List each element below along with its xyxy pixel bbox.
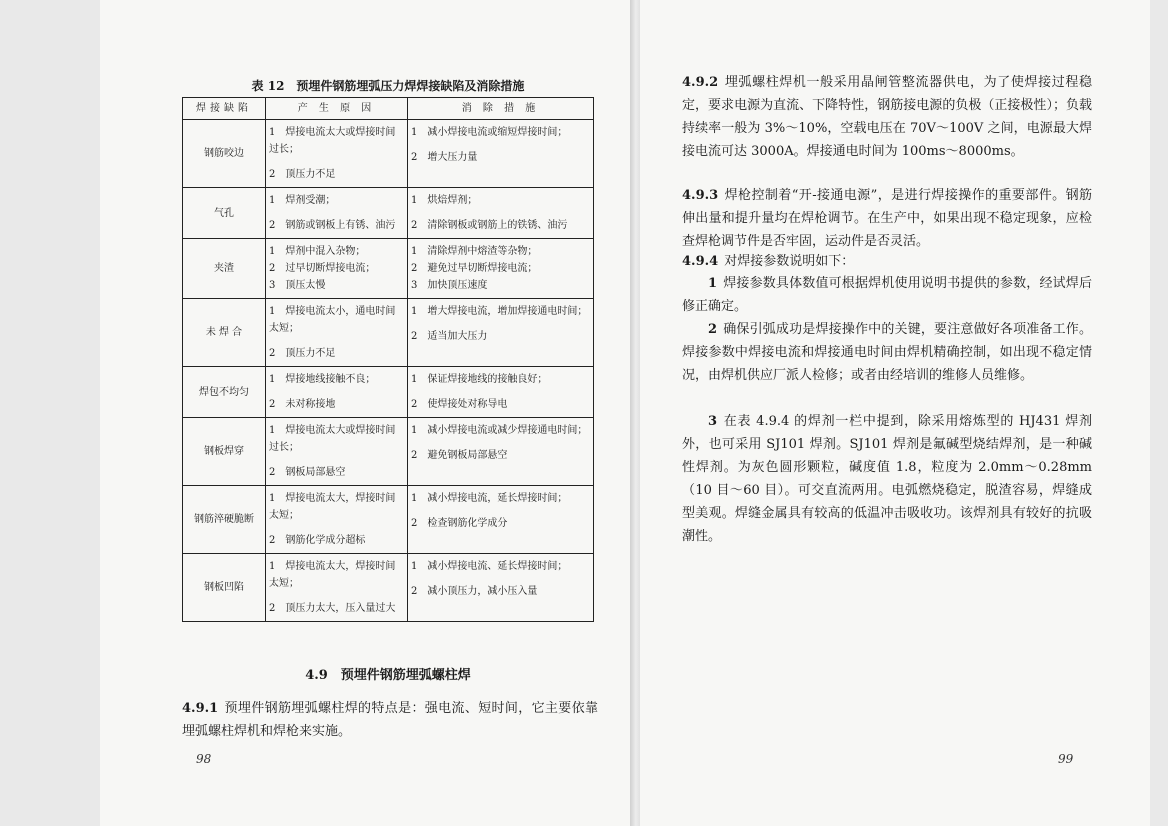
header-remedy: 消 除 措 施: [408, 98, 594, 120]
remedy-line: 2 增大压力量: [411, 152, 478, 163]
remedy-cell: [408, 418, 594, 486]
table-row: [183, 239, 594, 299]
cause-line: 1 焊剂中混入杂物；: [269, 246, 366, 257]
item-text: 在表 4.9.4 的焊剂一栏中提到，除采用熔炼型的 HJ431 焊剂外，也可采用 SJ101 焊剂。SJ101 焊剂是氟碱型烧结焊剂，是一种碱性焊剂。为灰色圆形颗粒，碱度值 1.8，粒度为 2.0mm～0.28mm（10 目～60 目）。可交直流两用。电弧燃烧稳定，脱渣容易，焊缝成型美观。焊缝金属具有较高的低温冲击吸收功。该焊剂具有较好的抗吸潮性。: [682, 414, 1092, 544]
defect-cell: 钢筋咬边: [183, 120, 266, 188]
line-gap: [269, 337, 404, 345]
paragraph-4-9-2: [682, 71, 1092, 163]
clause-number: 4.9.4: [682, 254, 719, 269]
cause-line: 1 焊接电流太小，通电时间太短；: [269, 306, 396, 334]
remedy-cell: [408, 120, 594, 188]
list-item-2: [682, 318, 1092, 387]
cause-line: 2 顶压力不足: [269, 348, 336, 359]
cause-cell: [266, 554, 408, 622]
list-item-3: [682, 410, 1092, 548]
remedy-line: 2 避免过早切断焊接电流；: [411, 263, 538, 274]
clause-number: 4.9.1: [182, 701, 219, 716]
cause-line: 1 焊接地线接触不良；: [269, 374, 376, 385]
table-row: [183, 418, 594, 486]
list-item-1: [682, 272, 1092, 318]
remedy-line: 1 减小焊接电流、延长焊接时间；: [411, 561, 568, 572]
table-row: [183, 486, 594, 554]
remedy-line: 1 减小焊接电流或减少焊接通电时间；: [411, 425, 588, 436]
cause-line: 2 过早切断焊接电流；: [269, 263, 376, 274]
cause-line: 2 顶压力太大，压入量过大: [269, 603, 396, 614]
line-gap: [411, 209, 590, 217]
table-row: [183, 120, 594, 188]
line-gap: [411, 439, 590, 447]
defects-table: [182, 97, 594, 622]
line-gap: [269, 524, 404, 532]
line-gap: [269, 209, 404, 217]
cause-cell: [266, 120, 408, 188]
item-text: 焊接参数具体数值可根据焊机使用说明书提供的参数，经试焊后修正确定。: [682, 276, 1092, 314]
cause-cell: [266, 486, 408, 554]
defect-cell: 钢筋淬硬脆断: [183, 486, 266, 554]
remedy-cell: [408, 188, 594, 239]
cause-line: 1 焊接电流太大或焊接时间过长；: [269, 127, 396, 155]
remedy-cell: [408, 554, 594, 622]
remedy-line: 2 清除钢板或钢筋上的铁锈、油污: [411, 220, 568, 231]
cause-line: 1 焊接电流太大，焊接时间太短；: [269, 561, 396, 589]
line-gap: [269, 158, 404, 166]
defect-cell: 气孔: [183, 188, 266, 239]
remedy-line: 3 加快顶压速度: [411, 280, 488, 291]
item-text: 确保引弧成功是焊接操作中的关键，要注意做好各项准备工作。焊接参数中焊接电流和焊接通电时间由焊机精确控制，如出现不稳定情况，由焊机供应厂派人检修；或者由经培训的维修人员维修。: [682, 322, 1092, 383]
item-number: 1: [708, 276, 718, 291]
cause-cell: [266, 299, 408, 367]
header-defect: 焊接缺陷: [183, 98, 266, 120]
remedy-line: 2 适当加大压力: [411, 331, 488, 342]
cause-line: 2 钢筋或钢板上有锈、油污: [269, 220, 396, 231]
table-body: [183, 120, 594, 622]
line-gap: [269, 388, 404, 396]
paragraph-4-9-3: [682, 184, 1092, 253]
defect-cell: 钢板焊穿: [183, 418, 266, 486]
cause-line: 2 顶压力不足: [269, 169, 336, 180]
line-gap: [411, 388, 590, 396]
cause-line: 1 焊接电流太大，焊接时间太短；: [269, 493, 396, 521]
remedy-line: 1 保证焊接地线的接触良好；: [411, 374, 548, 385]
remedy-cell: [408, 486, 594, 554]
clause-text: 焊枪控制着“开-接通电源”，是进行焊接操作的重要部件。钢筋伸出量和提升量均在焊枪调节。在生产中，如果出现不稳定现象，应检查焊枪调节件是否牢固，运动件是否灵活。: [682, 188, 1092, 249]
paragraph-4-9-1: [182, 697, 598, 743]
line-gap: [411, 141, 590, 149]
cause-line: 1 焊接电流太大或焊接时间过长；: [269, 425, 396, 453]
cause-line: 2 钢筋化学成分超标: [269, 535, 366, 546]
defect-cell: 未 焊 合: [183, 299, 266, 367]
remedy-line: 1 增大焊接电流，增加焊接通电时间；: [411, 306, 588, 317]
line-gap: [411, 575, 590, 583]
table-row: [183, 299, 594, 367]
clause-number: 4.9.3: [682, 188, 719, 203]
cause-cell: [266, 367, 408, 418]
cause-line: 2 钢板局部悬空: [269, 467, 346, 478]
clause-number: 4.9.2: [682, 75, 719, 90]
remedy-line: 2 检查钢筋化学成分: [411, 518, 508, 529]
page-number-left: 98: [196, 752, 212, 766]
defect-cell: 钢板凹陷: [183, 554, 266, 622]
cause-cell: [266, 239, 408, 299]
clause-text: 预埋件钢筋埋弧螺柱焊的特点是：强电流、短时间，它主要依靠埋弧螺柱焊机和焊枪来实施。: [182, 701, 598, 739]
table-header-row: [183, 98, 594, 120]
line-gap: [269, 456, 404, 464]
paragraph-4-9-4: [682, 250, 1092, 273]
item-number: 2: [708, 322, 718, 337]
remedy-line: 2 使焊接处对称导电: [411, 399, 508, 410]
clause-text: 埋弧螺柱焊机一般采用晶闸管整流器供电，为了使焊接过程稳定，要求电源为直流、下降特性，钢筋接电源的负极（正接极性）；负载持续率一般为 3%～10%，空载电压在 70V～100V 之间，电源最大焊接电流可达 3000A。焊接通电时间为 100ms～8000ms。: [682, 75, 1092, 159]
cause-line: 1 焊剂受潮；: [269, 195, 336, 206]
item-number: 3: [708, 414, 718, 429]
remedy-line: 1 减小焊接电流或缩短焊接时间；: [411, 127, 568, 138]
page-number-right: 99: [1058, 752, 1074, 766]
table-title: 表 12 预埋件钢筋埋弧压力焊焊接缺陷及消除措施: [251, 79, 525, 93]
defect-cell: 夹渣: [183, 239, 266, 299]
line-gap: [269, 592, 404, 600]
cause-cell: [266, 418, 408, 486]
line-gap: [411, 320, 590, 328]
remedy-line: 2 避免钢板局部悬空: [411, 450, 508, 461]
remedy-line: 1 清除焊剂中熔渣等杂物；: [411, 246, 538, 257]
table-row: [183, 554, 594, 622]
remedy-line: 1 减小焊接电流，延长焊接时间；: [411, 493, 568, 504]
defect-cell: 焊包不均匀: [183, 367, 266, 418]
table-row: [183, 188, 594, 239]
remedy-cell: [408, 239, 594, 299]
line-gap: [411, 507, 590, 515]
section-heading: 4.9 预埋件钢筋埋弧螺柱焊: [305, 668, 471, 683]
remedy-cell: [408, 367, 594, 418]
cause-line: 2 未对称接地: [269, 399, 336, 410]
header-cause: 产 生 原 因: [266, 98, 408, 120]
cause-cell: [266, 188, 408, 239]
remedy-line: 2 减小顶压力，减小压入量: [411, 586, 538, 597]
clause-text: 对焊接参数说明如下：: [724, 254, 855, 269]
remedy-line: 1 烘焙焊剂；: [411, 195, 478, 206]
cause-line: 3 顶压太慢: [269, 280, 326, 291]
remedy-cell: [408, 299, 594, 367]
table-row: [183, 367, 594, 418]
